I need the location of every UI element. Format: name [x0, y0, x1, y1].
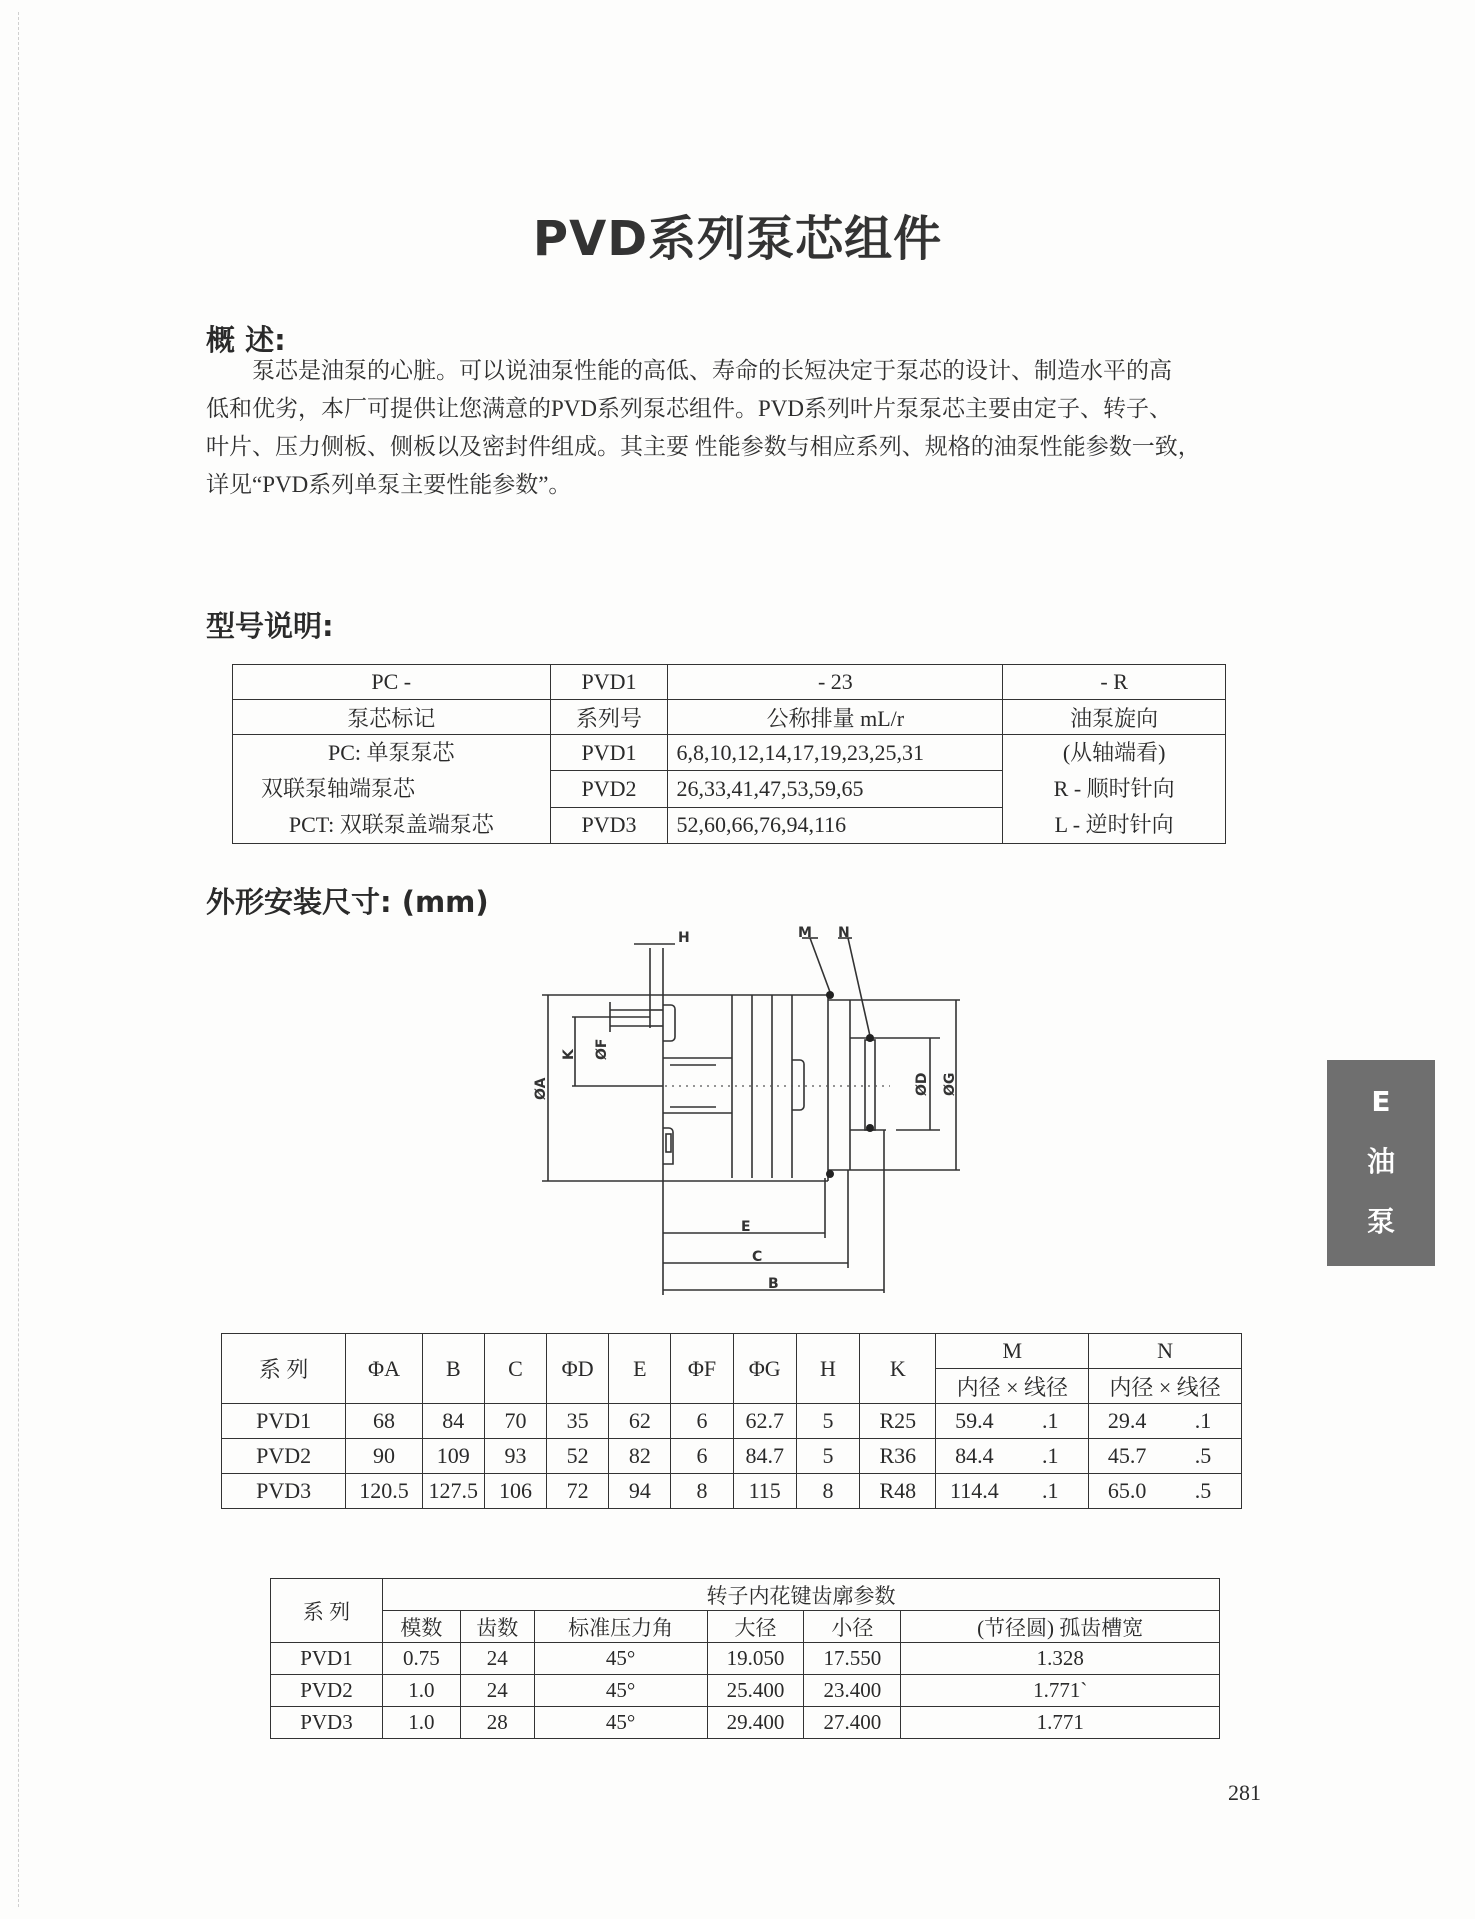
label-B: B [768, 1276, 779, 1292]
cell-N [1089, 1404, 1242, 1439]
n-wire: .1 [1194, 1408, 1212, 1433]
cell-K: R36 [860, 1439, 936, 1474]
pressure-angle-cell: 45° [534, 1675, 707, 1707]
header-displacement: 公称排量 mL/r [668, 700, 1003, 735]
series-cell: PVD2 [550, 771, 668, 807]
cell-K: R48 [860, 1474, 936, 1509]
label-C: C [752, 1249, 763, 1265]
label-K: K [561, 1049, 577, 1060]
major-diameter-cell: 19.050 [707, 1643, 804, 1675]
n-wire: .5 [1194, 1478, 1212, 1503]
module-cell: 0.75 [382, 1643, 460, 1675]
dimensions-heading: 外形安装尺寸: (mm) [206, 885, 489, 919]
col-header: ΦA [346, 1334, 422, 1404]
table-header-row [222, 1334, 1242, 1369]
cell-E: 94 [609, 1474, 671, 1509]
minor-diameter-cell: 23.400 [804, 1675, 901, 1707]
label-E: E [741, 1219, 751, 1235]
col-header: (节径圆) 孤齿槽宽 [901, 1611, 1220, 1643]
series-cell: PVD2 [271, 1675, 383, 1707]
col-header: E [609, 1334, 671, 1404]
col-header: B [422, 1334, 484, 1404]
cell-M [936, 1404, 1089, 1439]
m-wire: .1 [1042, 1443, 1059, 1468]
cell-A: 90 [346, 1439, 422, 1474]
series-cell: PVD3 [222, 1474, 346, 1509]
col-header: ΦG [733, 1334, 796, 1404]
cell-D: 35 [547, 1404, 609, 1439]
group-header: 转子内花键齿廓参数 [382, 1579, 1219, 1611]
label-G: ØG [942, 1072, 958, 1096]
dimension-table [221, 1333, 1242, 1509]
series-header: 系 列 [271, 1579, 383, 1643]
col-header: 标准压力角 [534, 1611, 707, 1643]
col-header: 小径 [804, 1611, 901, 1643]
col-header: 齿数 [460, 1611, 534, 1643]
col-header: 系 列 [222, 1334, 346, 1404]
overview-line: 泵芯是油泵的心脏。可以说油泵性能的高低、寿命的长短决定于泵芯的设计、制造水平的高 [252, 358, 1172, 383]
table-row [271, 1643, 1220, 1675]
cell-H: 5 [796, 1439, 859, 1474]
module-cell: 1.0 [382, 1675, 460, 1707]
rotation-item: L - 逆时针向 [1054, 812, 1174, 837]
cell-H: 5 [796, 1404, 859, 1439]
n-inner: 65.0 [1107, 1478, 1147, 1503]
page-binding-edge [18, 12, 21, 1907]
m-wire: .1 [1042, 1408, 1059, 1433]
series-cell: PVD3 [550, 807, 668, 843]
major-diameter-cell: 25.400 [707, 1675, 804, 1707]
slot-width-cell: 1.771 [901, 1707, 1220, 1739]
table-row [233, 700, 1226, 735]
mark-descriptions [233, 735, 551, 844]
m-inner: 114.4 [950, 1478, 999, 1503]
col-header: 模数 [382, 1611, 460, 1643]
table-row [222, 1439, 1242, 1474]
rotation-item: (从轴端看) [1062, 740, 1166, 765]
cell-D: 52 [547, 1439, 609, 1474]
minor-diameter-cell: 27.400 [804, 1707, 901, 1739]
overview-paragraph [206, 352, 1256, 504]
cell-F: 8 [671, 1474, 733, 1509]
mark-item: PC: 单泵泵芯 [328, 740, 455, 765]
series-cell: PVD1 [550, 735, 668, 771]
label-H: H [678, 930, 690, 946]
spline-parameter-table [270, 1578, 1220, 1739]
table-row [233, 735, 1226, 771]
m-wire: .1 [1042, 1478, 1059, 1503]
teeth-cell: 24 [460, 1675, 534, 1707]
mark-item: 双联泵轴端泵芯 [261, 776, 416, 801]
slot-width-cell: 1.328 [901, 1643, 1220, 1675]
n-inner: 45.7 [1107, 1443, 1147, 1468]
table-row [222, 1474, 1242, 1509]
sub-header: 内径 × 线径 [1089, 1369, 1242, 1404]
cell-G: 115 [733, 1474, 796, 1509]
code-rotation: - R [1003, 665, 1226, 700]
label-D: ØD [914, 1072, 930, 1096]
cell-M [936, 1439, 1089, 1474]
table-row [271, 1707, 1220, 1739]
displacement-cell: 26,33,41,47,53,59,65 [668, 771, 1003, 807]
series-cell: PVD1 [222, 1404, 346, 1439]
table-header-row [271, 1611, 1220, 1643]
col-header: 大径 [707, 1611, 804, 1643]
cell-B: 84 [422, 1404, 484, 1439]
page-title: PVD系列泵芯组件 [532, 211, 943, 267]
cell-A: 68 [346, 1404, 422, 1439]
label-N: N [838, 925, 850, 941]
table-row [222, 1404, 1242, 1439]
model-heading: 型号说明: [206, 609, 334, 643]
n-wire: .5 [1194, 1443, 1212, 1468]
m-inner: 84.4 [955, 1443, 994, 1468]
overview-line: 低和优劣，本厂可提供让您满意的PVD系列泵芯组件。PVD系列叶片泵泵芯主要由定子、转子、 [206, 396, 1173, 421]
col-header: H [796, 1334, 859, 1404]
label-A: ØA [533, 1077, 549, 1100]
section-label-2: 泵 [1366, 1205, 1395, 1238]
table-header-row [271, 1579, 1220, 1611]
cell-H: 8 [796, 1474, 859, 1509]
series-cell: PVD3 [271, 1707, 383, 1739]
section-tab-oil-pump [1327, 1060, 1435, 1266]
code-prefix: PC - [233, 665, 551, 700]
displacement-cell: 52,60,66,76,94,116 [668, 807, 1003, 843]
label-F: ØF [594, 1038, 610, 1060]
header-series: 系列号 [550, 700, 668, 735]
cell-F: 6 [671, 1404, 733, 1439]
cell-N [1089, 1439, 1242, 1474]
code-series: PVD1 [550, 665, 668, 700]
pressure-angle-cell: 45° [534, 1707, 707, 1739]
table-row [233, 665, 1226, 700]
cell-G: 62.7 [733, 1404, 796, 1439]
header-mark: 泵芯标记 [233, 700, 551, 735]
displacement-cell: 6,8,10,12,14,17,19,23,25,31 [668, 735, 1003, 771]
cell-C: 106 [484, 1474, 546, 1509]
teeth-cell: 28 [460, 1707, 534, 1739]
cell-M [936, 1474, 1089, 1509]
header-rotation: 油泵旋向 [1003, 700, 1226, 735]
cell-N [1089, 1474, 1242, 1509]
section-label-1: 油 [1366, 1145, 1395, 1178]
col-header: ΦD [547, 1334, 609, 1404]
label-M: M [798, 925, 812, 941]
series-cell: PVD1 [271, 1643, 383, 1675]
pump-core-drawing [520, 920, 980, 1300]
col-header: ΦF [671, 1334, 733, 1404]
series-cell: PVD2 [222, 1439, 346, 1474]
table-row [271, 1675, 1220, 1707]
rotation-descriptions [1003, 735, 1226, 844]
cell-E: 82 [609, 1439, 671, 1474]
col-header-M: M [936, 1334, 1089, 1369]
minor-diameter-cell: 17.550 [804, 1643, 901, 1675]
pressure-angle-cell: 45° [534, 1643, 707, 1675]
teeth-cell: 24 [460, 1643, 534, 1675]
module-cell: 1.0 [382, 1707, 460, 1739]
col-header: C [484, 1334, 546, 1404]
cell-B: 109 [422, 1439, 484, 1474]
cell-G: 84.7 [733, 1439, 796, 1474]
cell-K: R25 [860, 1404, 936, 1439]
page-number: 281 [1228, 1780, 1261, 1805]
cell-B: 127.5 [422, 1474, 484, 1509]
section-letter: E [1371, 1085, 1391, 1118]
mark-item: PCT: 双联泵盖端泵芯 [288, 812, 494, 837]
cell-F: 6 [671, 1439, 733, 1474]
col-header: K [860, 1334, 936, 1404]
rotation-item: R - 顺时针向 [1053, 776, 1175, 801]
sub-header: 内径 × 线径 [936, 1369, 1089, 1404]
overview-line: 叶片、压力侧板、侧板以及密封件组成。其主要 性能参数与相应系列、规格的油泵性能参数一致， [206, 434, 1201, 459]
m-inner: 59.4 [955, 1408, 994, 1433]
code-displacement: - 23 [668, 665, 1003, 700]
cell-C: 93 [484, 1439, 546, 1474]
slot-width-cell: 1.771` [901, 1675, 1220, 1707]
overview-heading: 概 述: [206, 323, 286, 357]
cell-E: 62 [609, 1404, 671, 1439]
model-code-table [232, 664, 1226, 844]
col-header-N: N [1089, 1334, 1242, 1369]
n-inner: 29.4 [1107, 1408, 1147, 1433]
cell-A: 120.5 [346, 1474, 422, 1509]
cell-C: 70 [484, 1404, 546, 1439]
major-diameter-cell: 29.400 [707, 1707, 804, 1739]
overview-line: 详见“PVD系列单泵主要性能参数”。 [206, 472, 572, 497]
cell-D: 72 [547, 1474, 609, 1509]
